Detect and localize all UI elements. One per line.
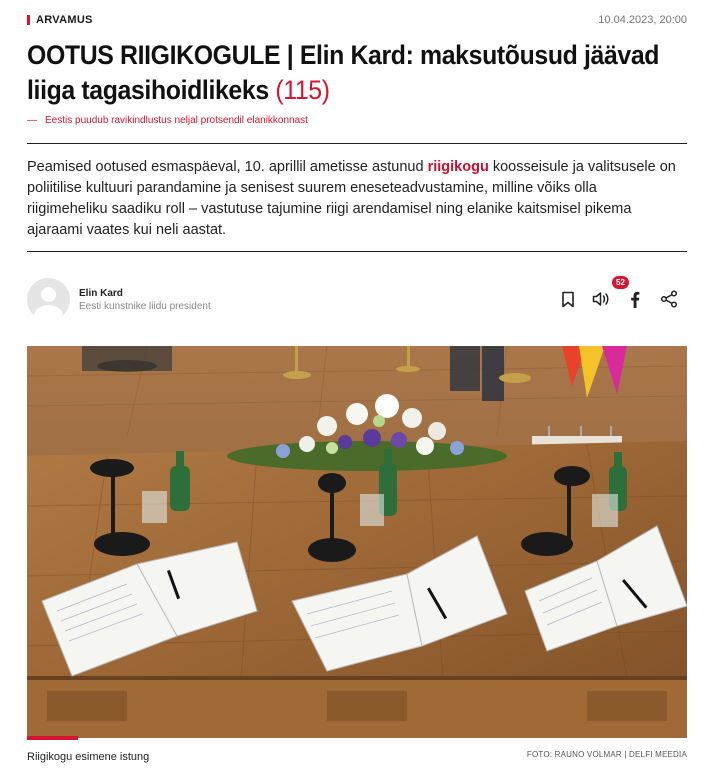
category-label[interactable]	[27, 14, 93, 26]
photo-caption: Riigikogu esimene istung	[27, 751, 150, 763]
facebook-icon[interactable]	[624, 288, 646, 310]
photo-credit: FOTO: RAUNO VOLMAR | DELFI MEEDIA	[526, 750, 687, 759]
article-actions	[27, 288, 687, 312]
author-name[interactable]: Elin Kard	[79, 288, 123, 299]
lead-text-1: Peamised ootused esmaspäeval, 10. aprillil ametisse astunud	[27, 159, 428, 175]
page-title	[27, 38, 687, 108]
comment-count-link[interactable]: (115)	[275, 75, 330, 105]
divider-top	[27, 143, 687, 144]
photo-accent-bar	[27, 736, 78, 740]
headline-text: OOTUS RIIGIKOGULE | Elin Kard: maksutõusud jäävad liiga tagasihoidlikeks	[27, 40, 660, 105]
share-icon[interactable]	[658, 288, 680, 310]
bookmark-icon[interactable]	[557, 288, 579, 310]
article-meta	[27, 14, 687, 28]
facebook-count-badge: 52	[612, 276, 629, 289]
related-article-link[interactable]	[27, 115, 308, 126]
riigikogu-link[interactable]: riigikogu	[427, 159, 489, 175]
publish-date: 10.04.2023, 20:00	[598, 14, 687, 26]
category-marker	[27, 15, 30, 25]
author-role: Eesti kunstnike liidu president	[79, 301, 211, 312]
author-block	[27, 278, 687, 322]
category-text: ARVAMUS	[36, 14, 93, 26]
related-dash: —	[27, 115, 37, 126]
lead-paragraph	[27, 157, 677, 241]
article-photo[interactable]	[27, 346, 687, 738]
related-article-text: Eestis puudub ravikindlustus neljal protsendil elanikkonnast	[45, 115, 308, 126]
speaker-icon[interactable]	[590, 288, 612, 310]
divider-bottom	[27, 251, 687, 252]
lead-text-2: koosseisule ja valitsusele on poliitilise kultuuri parandamine ja senisest suurem eneseteadvustamine, milline võiks olla riigimeheliku saadiku roll – vastutuse tajumine riigi arendamisel ning elanike kaitsmisel pikema ajaraami vaates kui neli aastat.	[27, 159, 676, 238]
photo-illustration	[27, 346, 687, 738]
